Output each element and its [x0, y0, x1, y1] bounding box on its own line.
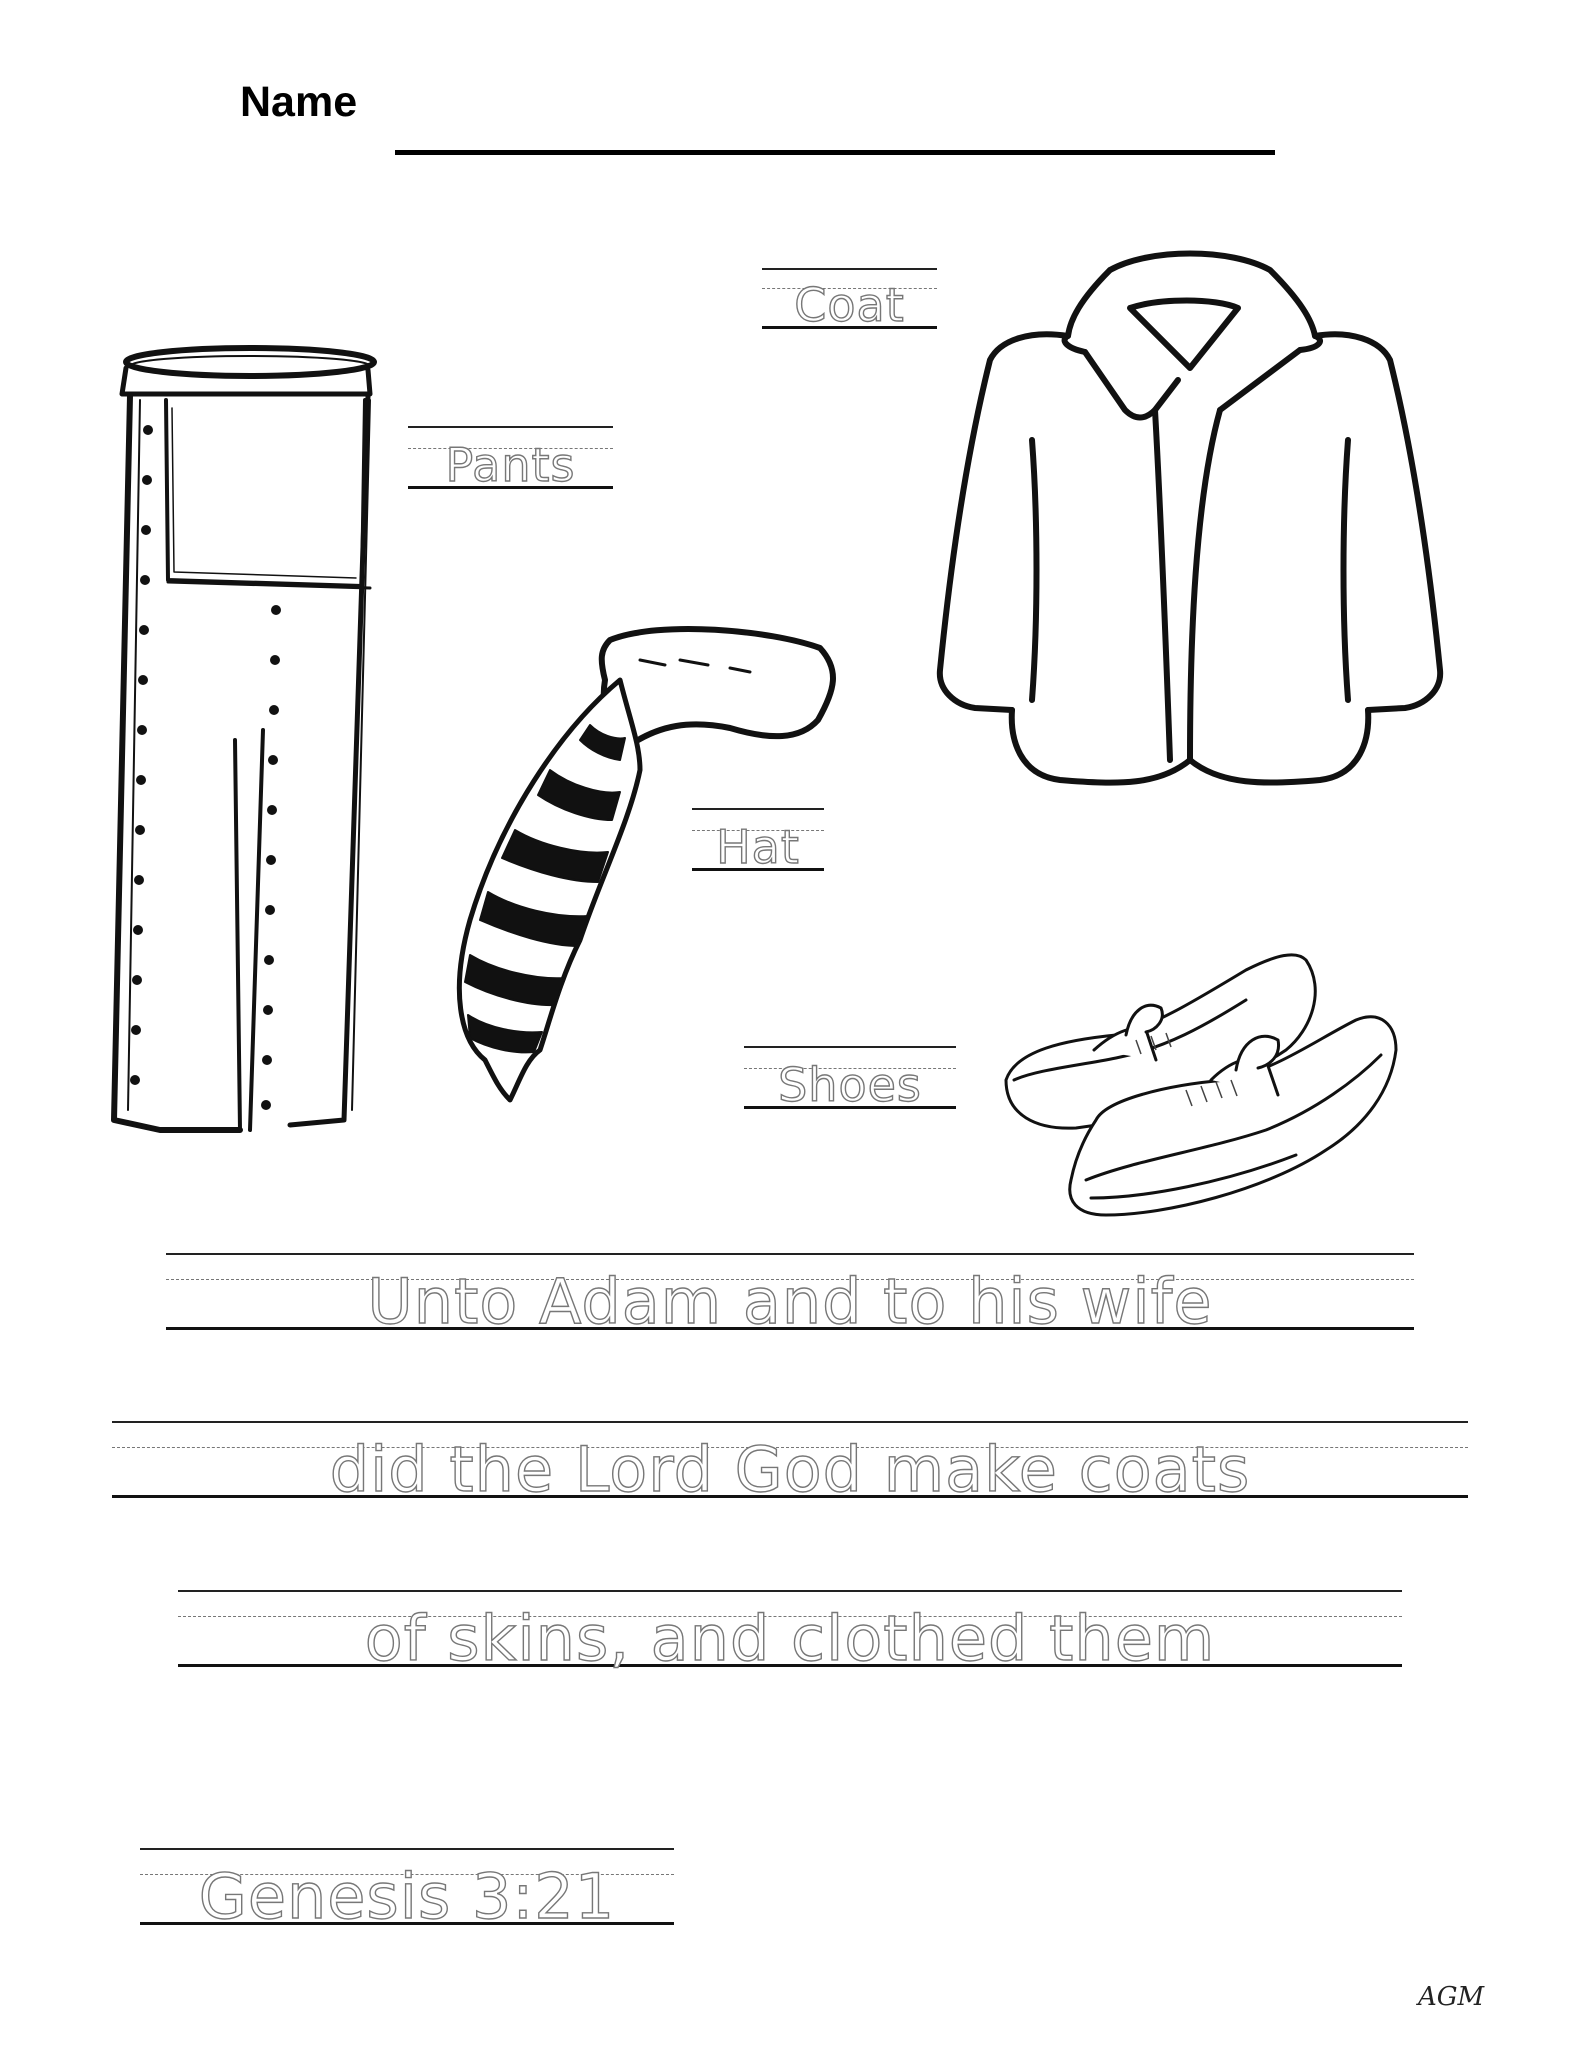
pants-icon	[100, 340, 380, 1140]
shoes-icon	[996, 930, 1406, 1230]
author-signature: AGM	[1418, 1982, 1485, 2012]
name-label: Name	[240, 78, 358, 126]
coat-icon	[920, 240, 1460, 800]
coat-trace-label: Coat	[762, 268, 937, 330]
coonskin-hat-icon	[440, 620, 860, 1110]
verse-line-2: did the Lord God make coats	[112, 1421, 1468, 1499]
verse-line-3: of skins, and clothed them	[178, 1590, 1402, 1668]
verse-reference: Genesis 3:21	[140, 1848, 674, 1926]
verse-line-1: Unto Adam and to his wife	[166, 1253, 1414, 1331]
pants-trace-label: Pants	[408, 426, 613, 490]
name-write-line[interactable]	[395, 150, 1275, 155]
hat-trace-label: Hat	[692, 808, 824, 872]
shoes-trace-label: Shoes	[744, 1046, 956, 1110]
